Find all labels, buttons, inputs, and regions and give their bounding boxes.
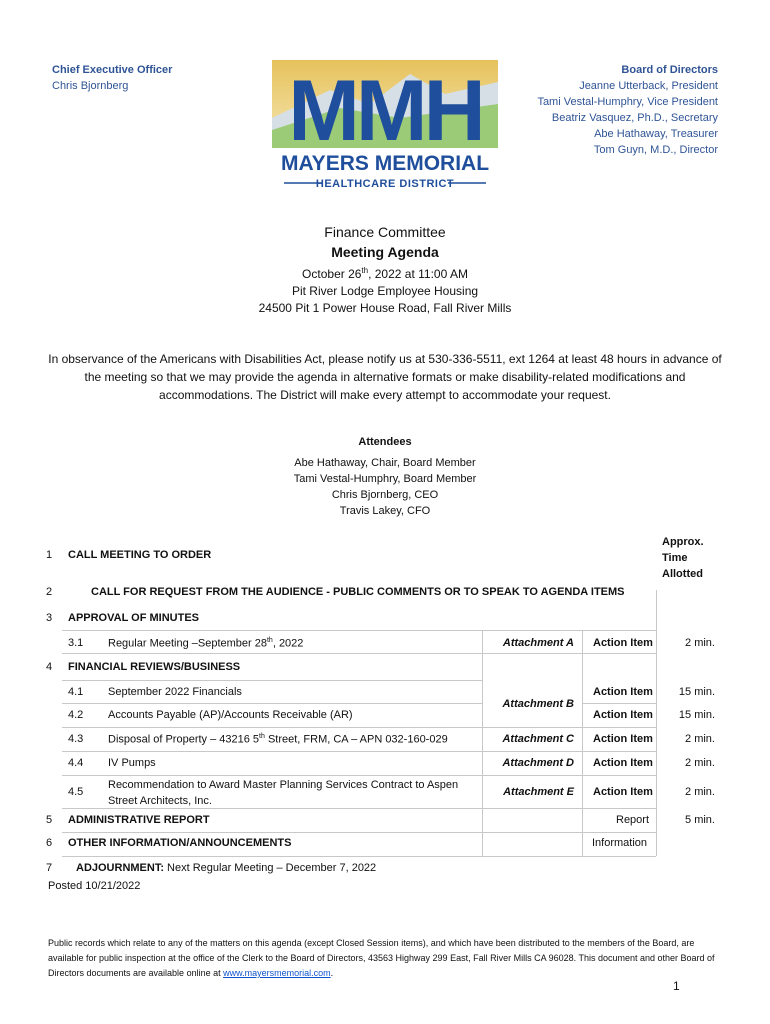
table-line: [62, 856, 656, 857]
ceo-block: [52, 62, 172, 94]
agenda-item-number: 1: [46, 549, 53, 561]
sub-item-desc: September 2022 Financials: [108, 686, 242, 698]
logo-name: MAYERS MEMORIAL: [280, 152, 490, 175]
table-line: [62, 703, 482, 704]
table-line: [656, 590, 657, 856]
sub-item-desc: Disposal of Property – 43216 5th Street, FRM, CA – APN 032-160-029: [108, 733, 448, 746]
approx-time-header: Approx. Time Allotted: [662, 536, 704, 580]
agenda-item-title: APPROVAL OF MINUTES: [68, 612, 199, 624]
agenda-item-title: ADJOURNMENT: Next Regular Meeting – December 7, 2022: [76, 862, 377, 874]
sub-item-desc: Accounts Payable (AP)/Accounts Receivable (AR): [108, 709, 353, 721]
table-line: [62, 680, 482, 681]
attendees-list: [0, 455, 770, 519]
time-allotted: 15 min.: [678, 686, 715, 698]
attendee: Tami Vestal-Humphry, Board Member: [293, 473, 477, 485]
attendee: Chris Bjornberg, CEO: [331, 489, 439, 501]
website-link[interactable]: www.mayersmemorial.com: [223, 968, 331, 978]
agenda-item-number: 5: [46, 814, 53, 826]
action-label: Information: [592, 837, 648, 849]
logo-letters: MMH: [288, 63, 482, 159]
agenda-item-number: 4: [46, 661, 53, 673]
action-label: Action Item: [593, 786, 653, 798]
action-label: Action Item: [593, 637, 653, 649]
time-allotted: 2 min.: [685, 757, 715, 769]
page-number: 1: [673, 979, 680, 993]
table-line: [62, 653, 656, 654]
sub-item-desc: Recommendation to Award Master Planning Services Contract to Aspen Street Architects, Inc.: [108, 779, 459, 807]
attendee: Travis Lakey, CFO: [339, 505, 431, 517]
sub-item-number: 4.2: [68, 709, 84, 721]
agenda-item-title: CALL MEETING TO ORDER: [68, 549, 212, 561]
meeting-details: [0, 262, 770, 317]
time-allotted: 2 min.: [685, 786, 715, 798]
agenda-item-title: OTHER INFORMATION/ANNOUNCEMENTS: [68, 837, 292, 849]
sub-item-number: 4.1: [68, 686, 84, 698]
sub-item-number: 4.5: [68, 786, 84, 798]
agenda-item-title: ADMINISTRATIVE REPORT: [68, 814, 210, 826]
attachment-label: Attachment A: [502, 637, 574, 649]
agenda-item-number: 3: [46, 612, 53, 624]
action-label: Action Item: [593, 686, 653, 698]
board-member: Tami Vestal-Humphry, Vice President: [537, 96, 718, 108]
board-member: Beatriz Vasquez, Ph.D., Secretary: [551, 112, 718, 124]
time-allotted: 5 min.: [685, 814, 715, 826]
time-allotted: 2 min.: [685, 637, 715, 649]
sub-item-number: 4.3: [68, 733, 84, 745]
table-line: [582, 703, 656, 704]
table-line: [62, 727, 656, 728]
sub-item-desc: Regular Meeting –September 28th, 2022: [108, 637, 304, 650]
posted-date: Posted 10/21/2022: [48, 880, 141, 892]
meeting-date: October 26th, 2022 at 11:00 AM: [302, 266, 468, 281]
board-member: Abe Hathaway, Treasurer: [594, 128, 718, 140]
time-allotted: 2 min.: [685, 733, 715, 745]
meeting-location: Pit River Lodge Employee Housing: [291, 284, 479, 298]
agenda-item-number: 2: [46, 586, 53, 598]
attachment-label: Attachment B: [502, 698, 574, 710]
table-line: [62, 775, 656, 776]
attachment-label: Attachment C: [502, 733, 574, 745]
table-line: [62, 751, 656, 752]
board-member: Tom Guyn, M.D., Director: [593, 144, 718, 156]
attachment-label: Attachment E: [503, 786, 574, 798]
logo-graphic: [270, 60, 500, 190]
ceo-name: Chris Bjornberg: [52, 80, 129, 92]
doc-type: Meeting Agenda: [331, 244, 439, 260]
sub-item-desc: IV Pumps: [108, 757, 156, 769]
attendee: Abe Hathaway, Chair, Board Member: [294, 457, 476, 469]
board-member: Jeanne Utterback, President: [579, 80, 718, 92]
action-label: Action Item: [593, 757, 653, 769]
meeting-address: 24500 Pit 1 Power House Road, Fall River Mills: [258, 301, 512, 315]
table-line: [482, 630, 483, 856]
sub-item-number: 4.4: [68, 757, 84, 769]
action-label: Report: [616, 814, 650, 826]
board-title: Board of Directors: [621, 64, 718, 76]
attendees-heading: Attendees: [358, 436, 412, 448]
agenda-item-number: 6: [46, 837, 53, 849]
public-records-footer: Public records which relate to any of the matters on this agenda (except Closed Session items), and which have been distributed to the members of the Board, are available for public inspection at the office of the Clerk to the Board of Directors, 43563 Highway 299 East, Fall River Mills CA 96028. This document and other Board of Directors documents are available online at www.mayersmemorial.com.: [48, 938, 715, 978]
logo-subname: HEALTHCARE DISTRICT: [315, 178, 455, 190]
agenda-item-title: CALL FOR REQUEST FROM THE AUDIENCE - PUBLIC COMMENTS OR TO SPEAK TO AGENDA ITEMS: [91, 586, 625, 598]
attachment-label: Attachment D: [502, 757, 574, 769]
agenda-item-title: FINANCIAL REVIEWS/BUSINESS: [68, 661, 241, 673]
action-label: Action Item: [593, 709, 653, 721]
table-line: [62, 630, 656, 631]
sub-item-number: 3.1: [68, 637, 84, 649]
mmh-logo: [270, 60, 500, 190]
board-block: [537, 62, 718, 158]
ceo-title: Chief Executive Officer: [52, 64, 173, 76]
ada-notice: In observance of the Americans with Disabilities Act, please notify us at 530-336-5511, ext 1264 at least 48 hours in advance of the meeting so that we may provide the agenda in alternative formats or make disability-related modifications and accommodations. The District will make every attempt to accommodate your request.: [48, 352, 722, 402]
table-line: [582, 630, 583, 856]
table-line: [62, 832, 656, 833]
committee-name: Finance Committee: [324, 224, 446, 240]
time-allotted: 15 min.: [678, 709, 715, 721]
action-label: Action Item: [593, 733, 653, 745]
agenda-item-number: 7: [46, 862, 53, 874]
